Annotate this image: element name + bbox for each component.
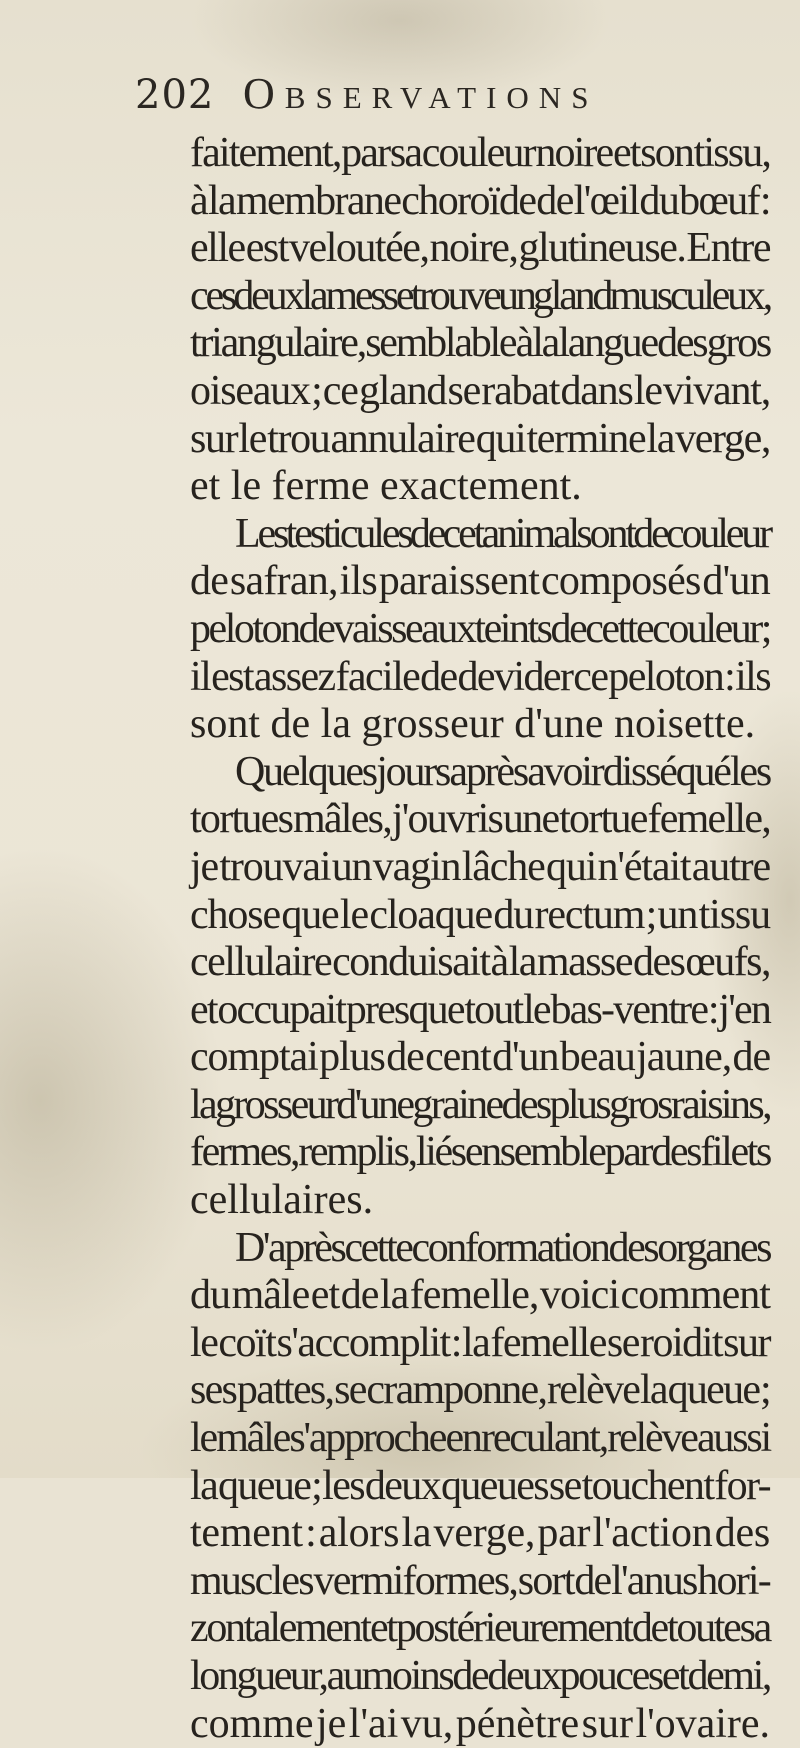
text-line: ses pattes, se cramponne, relève la queue ; bbox=[190, 1367, 770, 1414]
text-line: tement : alors la verge, par l'action des bbox=[190, 1510, 770, 1557]
text-line: du mâle et de la femelle, voici comment bbox=[190, 1272, 770, 1319]
text-line: Les testicules de cet animal sont de couleur bbox=[235, 510, 770, 557]
text-line: cellulaire conduisait à la masse des œufs, bbox=[190, 939, 770, 986]
text-line: comptai plus de cent d'un beau jaune, de bbox=[190, 1034, 770, 1081]
text-line: peloton de vaisseaux teints de cette couleur ; bbox=[190, 605, 770, 652]
text-line: le coït s'accomplit : la femelle se roidit sur bbox=[190, 1319, 770, 1366]
text-line: chose que le cloaque du rectum ; un tissu bbox=[190, 891, 770, 938]
text-line: ces deux lames se trouve un gland musculeux, bbox=[190, 272, 770, 319]
text-line: tortues mâles, j'ouvris une tortue femelle, bbox=[190, 796, 770, 843]
text-line: fermes, remplis, liés ensemble par des filets bbox=[190, 1129, 770, 1176]
text-line: sur le trou annulaire qui termine la verge, bbox=[190, 415, 771, 462]
text-line: et occupait presque tout le bas-ventre : j'en bbox=[190, 986, 770, 1033]
text-line: de safran, ils paraissent composés d'un bbox=[190, 558, 770, 605]
page-header bbox=[135, 68, 695, 128]
text-line: sont de la grosseur d'une noisette. bbox=[190, 701, 756, 748]
page-number: 202 bbox=[135, 72, 215, 118]
text-line: elle est veloutée, noire, glutineuse. Entre bbox=[190, 225, 770, 272]
text-line: comme je l'ai vu, pénètre sur l'ovaire. bbox=[190, 1700, 770, 1747]
body-text bbox=[190, 130, 770, 1748]
text-line: cellulaires. bbox=[190, 1177, 374, 1224]
running-head: Observations bbox=[243, 69, 599, 118]
text-line: la grosseur d'une graine des plus gros raisins, bbox=[190, 1081, 770, 1128]
text-line: zontalement et postérieurement de toute sa bbox=[190, 1605, 770, 1652]
text-line: D'après cette conformation des organes bbox=[235, 1224, 770, 1271]
text-line: il est assez facile de devider ce peloton : ils bbox=[190, 653, 770, 700]
text-line: et le ferme exactement. bbox=[190, 463, 582, 510]
text-line: Quelques jours après avoir disséqué les bbox=[235, 748, 770, 795]
text-line: longueur, au moins de deux pouces et demi, bbox=[190, 1653, 771, 1699]
text-line: je trouvai un vagin lâche qui n'était autre bbox=[190, 843, 770, 890]
text-line: la queue ; les deux queues se touchent for- bbox=[190, 1462, 770, 1509]
text-line: oiseaux ; ce gland se rabat dans le vivant, bbox=[190, 367, 770, 414]
text-line: muscles vermiformes, sort de l'anus hori- bbox=[190, 1557, 770, 1604]
text-line: le mâle s'approche en reculant, relève aussi bbox=[190, 1415, 770, 1462]
text-line: triangulaire, semblable à la langue des gros bbox=[190, 320, 770, 367]
text-line: à la membrane choroïde de l'œil du bœuf : bbox=[190, 177, 770, 224]
text-line: faitement, par sa couleur noire et son tissu, bbox=[190, 130, 770, 176]
